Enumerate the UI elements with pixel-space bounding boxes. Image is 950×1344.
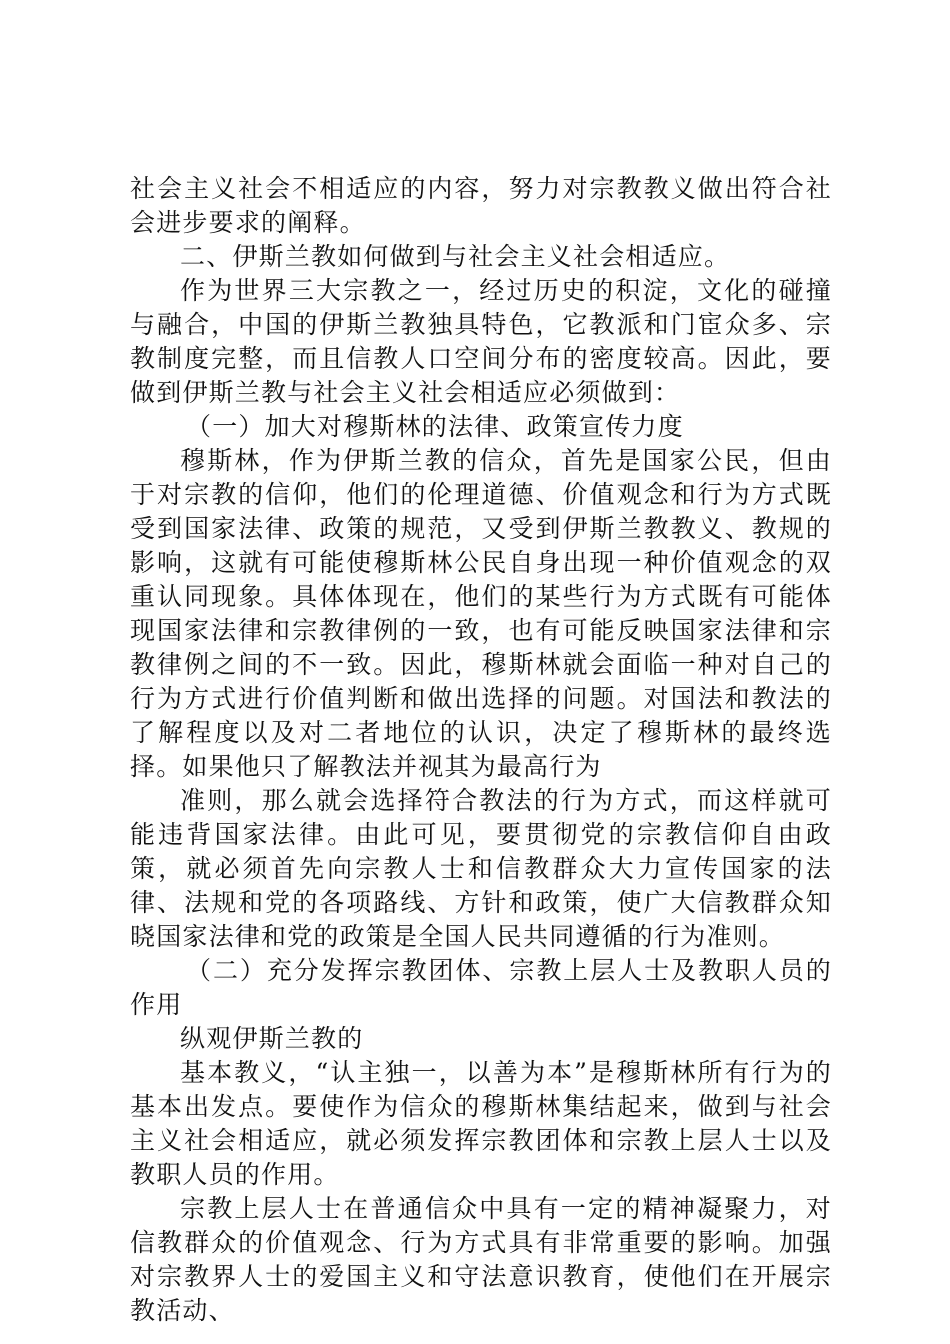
paragraph-overview: 纵观伊斯兰教的 bbox=[180, 1024, 364, 1053]
paragraph-intro: 作为世界三大宗教之一，经过历史的积淀，文化的碰撞与融合，中国的伊斯兰教独具特色，它教派和门宦众多、宗教制度完整，而且信教人口空间分布的密度较高。因此，要做到伊斯兰教与社会主义社会相适应必须做到： bbox=[130, 276, 832, 407]
document-body bbox=[130, 172, 832, 1328]
paragraph-continuation: 社会主义社会不相适应的内容，努力对宗教教义做出符合社会进步要求的阐释。 bbox=[130, 174, 832, 237]
paragraph-leaders: 宗教上层人士在普通信众中具有一定的精神凝聚力，对信教群众的价值观念、行为方式具有非常重要的影响。加强对宗教界人士的爱国主义和守法意识教育，使他们在开展宗教活动、 bbox=[130, 1194, 832, 1325]
paragraph-doctrine: 基本教义，“认主独一，以善为本”是穆斯林所有行为的基本出发点。要使作为信众的穆斯林集结起来，做到与社会主义社会相适应，就必须发挥宗教团体和宗教上层人士以及教职人员的作用。 bbox=[130, 1058, 832, 1189]
subheading-1: （一）加大对穆斯林的法律、政策宣传力度 bbox=[186, 412, 684, 441]
section-heading-2: 二、伊斯兰教如何做到与社会主义社会相适应。 bbox=[180, 242, 731, 271]
paragraph-principle: 准则，那么就会选择符合教法的行为方式，而这样就可能违背国家法律。由此可见，要贯彻党的宗教信仰自由政策，就必须首先向宗教人士和信教群众大力宣传国家的法律、法规和党的各项路线、方针和政策，使广大信教群众知晓国家法律和党的政策是全国人民共同遵循的行为准则。 bbox=[130, 786, 832, 951]
paragraph-muslims: 穆斯林，作为伊斯兰教的信众，首先是国家公民，但由于对宗教的信仰，他们的伦理道德、价值观念和行为方式既受到国家法律、政策的规范，又受到伊斯兰教教义、教规的影响，这就有可能使穆斯林公民自身出现一种价值观念的双重认同现象。具体体现在，他们的某些行为方式既有可能体现国家法律和宗教律例的一致，也有可能反映国家法律和宗教律例之间的不一致。因此，穆斯林就会面临一种对自己的行为方式进行价值判断和做出选择的问题。对国法和教法的了解程度以及对二者地位的认识，决定了穆斯林的最终选择。如果他只了解教法并视其为最高行为 bbox=[130, 446, 832, 781]
subheading-2: （二）充分发挥宗教团体、宗教上层人士及教职人员的作用 bbox=[130, 956, 832, 1019]
